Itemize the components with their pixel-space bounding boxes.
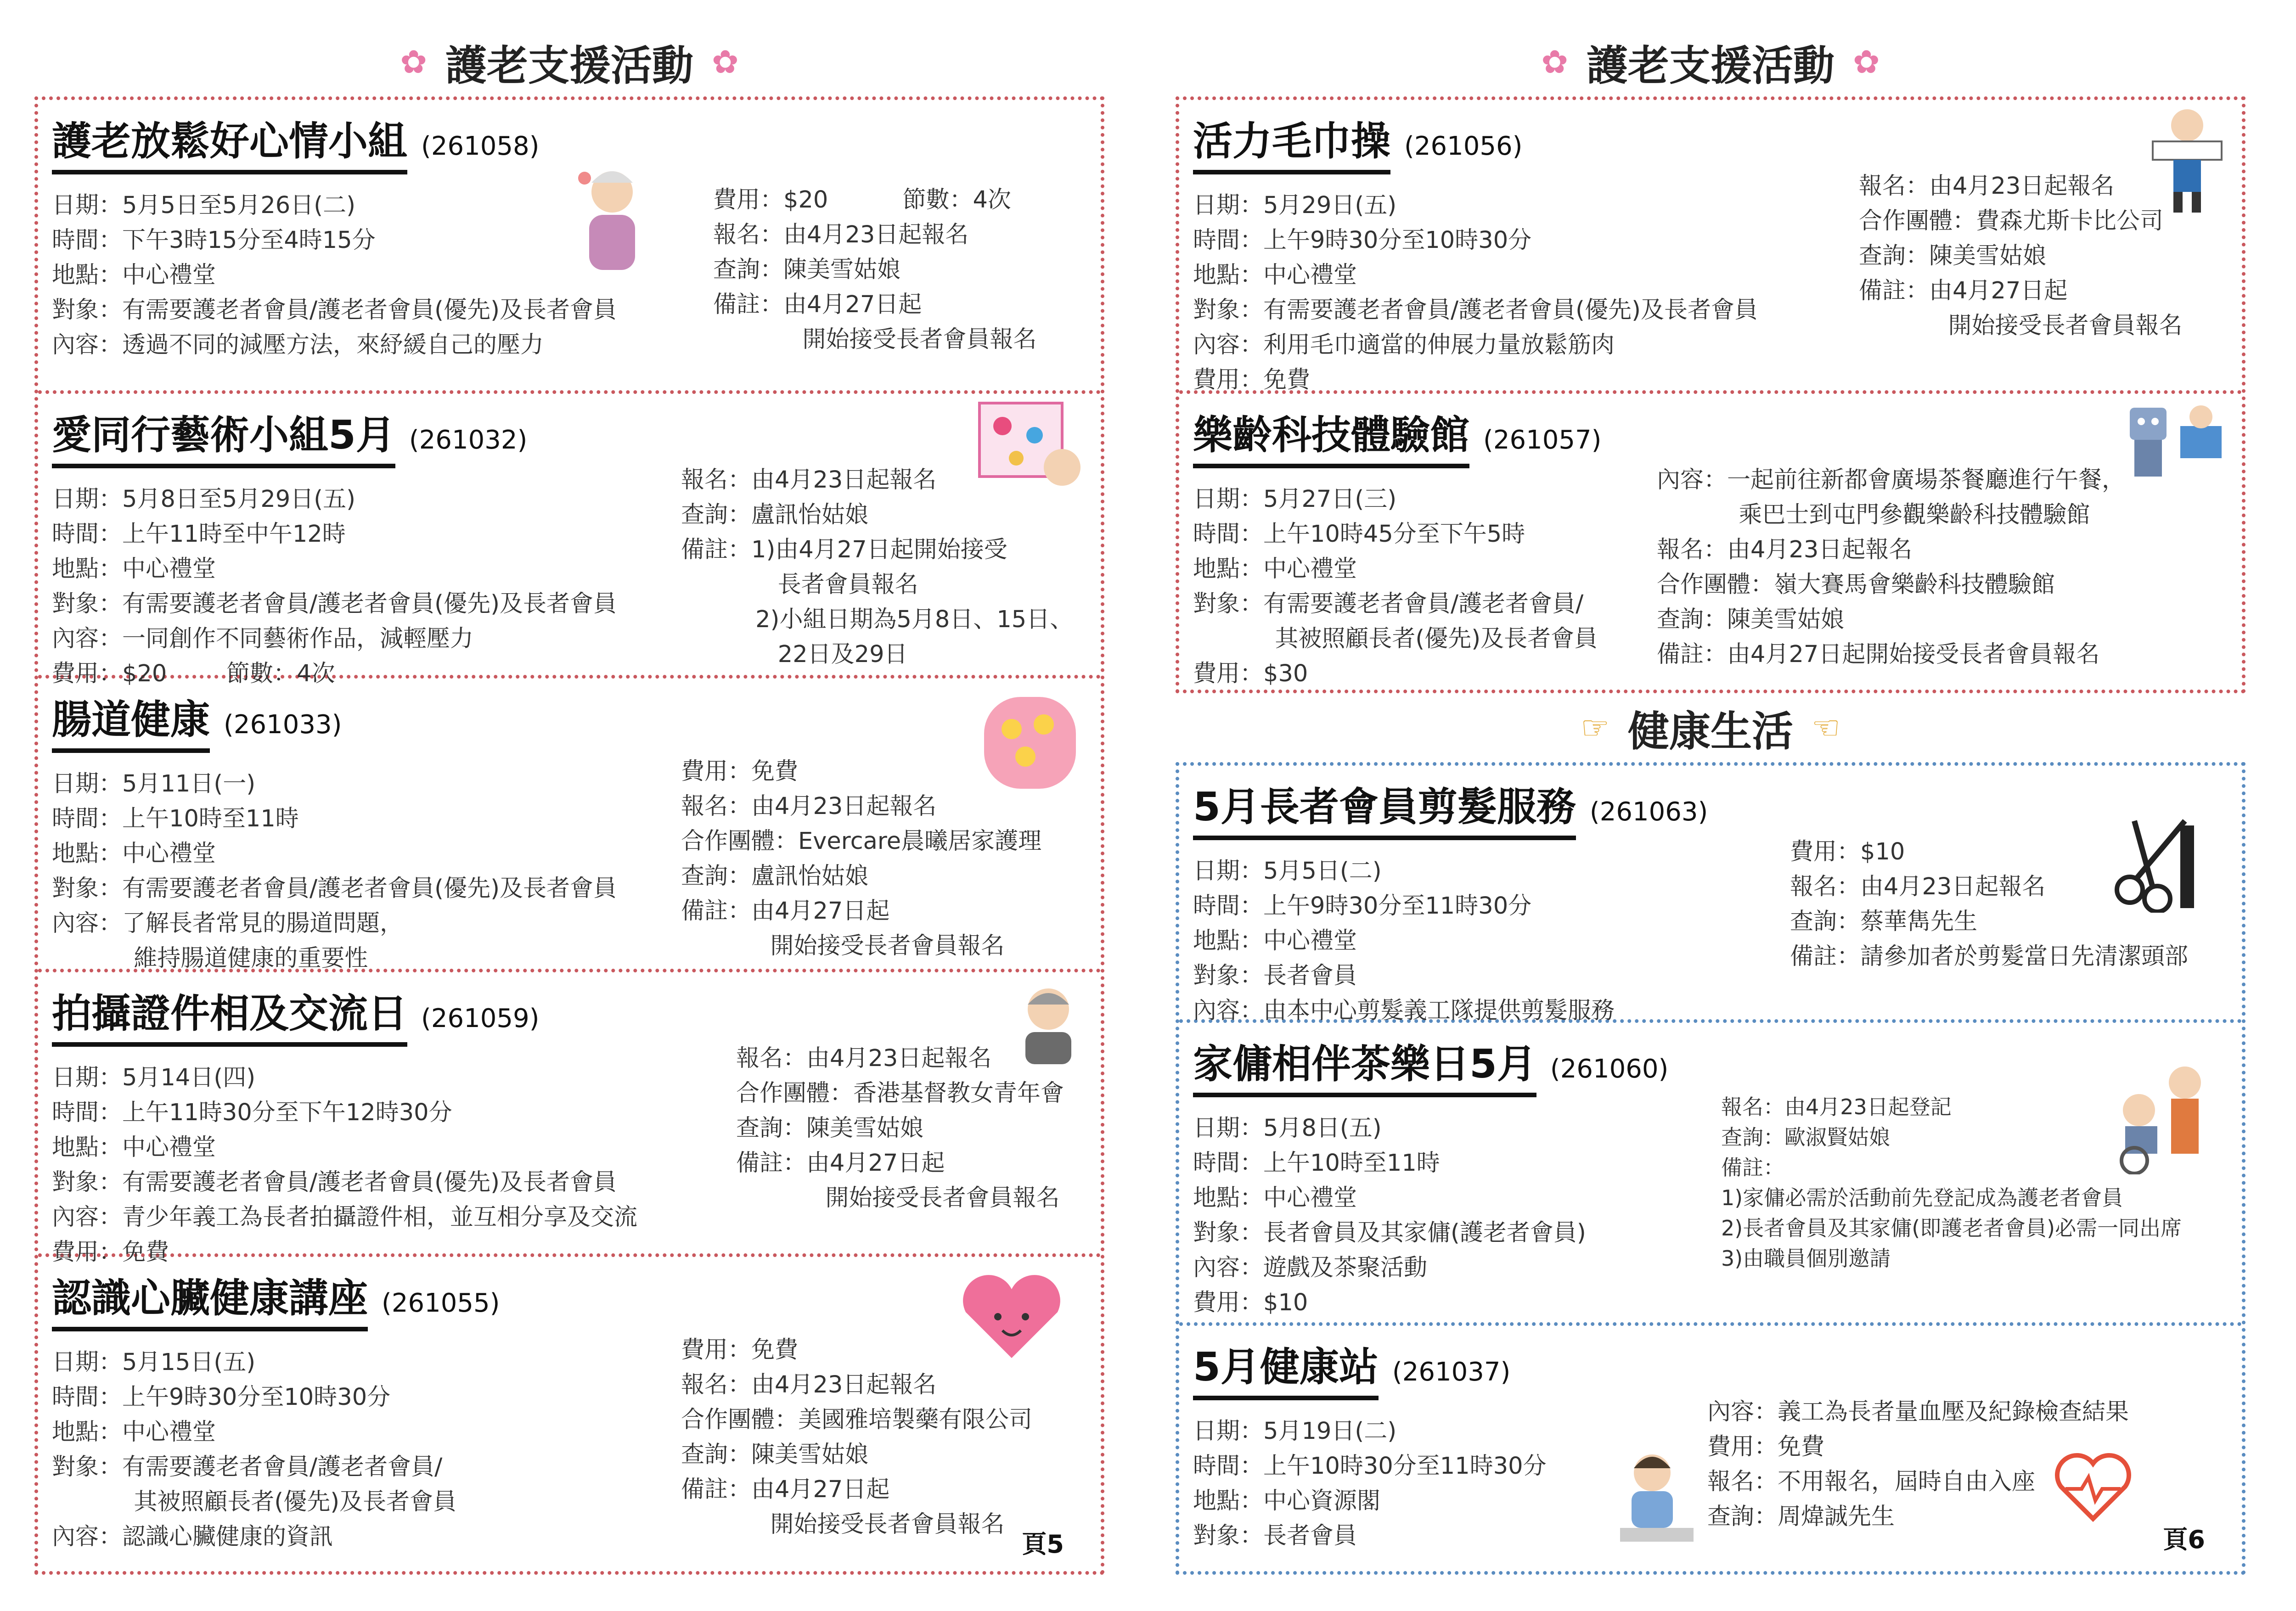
activity-code: (261033) [224, 710, 342, 740]
activity-item [1179, 1326, 2242, 1565]
heart-icon [947, 1266, 1076, 1367]
caregiver-wheelchair-icon [2107, 1060, 2212, 1174]
activity-item [1179, 100, 2242, 394]
activity-code: (261056) [1404, 131, 1523, 161]
pointing-hand-icon: ☜ [1812, 709, 1840, 747]
activity-title: 護老放鬆好心情小組 [52, 109, 407, 174]
activity-code: (261037) [1392, 1357, 1511, 1387]
scissors-comb-icon [2107, 812, 2208, 913]
activity-details-right: 費用：免費 報名：由4月23日起報名 合作團體：美國雅培製藥有限公司 查詢：陳美雪姑娘 備註：由4月27日起 開始接受長者會員報名 [681, 1336, 1033, 1538]
activity-details-left: 日期：5月15日(五) 時間：上午9時30分至10時30分 地點：中心禮堂 對象：有需要護老者會員/護老者會員/ 其被照顧長者(優先)及長者會員 內容：認識心臟健康的資訊 [52, 1349, 457, 1550]
activity-code: (261032) [409, 425, 528, 455]
blood-pressure-check-icon [1611, 1445, 1703, 1546]
activity-title: 認識心臟健康講座 [52, 1266, 368, 1331]
section-header [1176, 693, 2245, 762]
activity-details-right: 報名：由4月23日起報名 查詢：盧訊怡姑娘 備註：1)由4月27日起開始接受 長者會員報名 2)小組日期為5月8日、15日、 22日及29日 [681, 466, 1074, 668]
activity-item [1179, 1023, 2242, 1326]
intestine-icon [975, 688, 1085, 798]
activity-details-left: 日期：5月5日至5月26日(二) 時間：下午3時15分至4時15分 地點：中心禮堂 對象：有需要護老者會員/護老者會員(優先)及長者會員 內容：透過不同的減壓方法，來紓緩自己的壓力 [52, 192, 617, 359]
exercise-person-icon [2148, 105, 2226, 215]
robot-icon [2121, 399, 2226, 481]
activity-title: 拍攝證件相及交流日 [52, 982, 407, 1047]
activity-title: 樂齡科技體驗館 [1193, 403, 1469, 468]
activity-code: (261060) [1550, 1054, 1669, 1084]
activity-details-left: 日期：5月5日(二) 時間：上午9時30分至11時30分 地點：中心禮堂 對象：長者會員 內容：由本中心剪髮義工隊提供剪髮服務 [1193, 858, 1615, 1024]
activity-details-right: 費用：免費 報名：由4月23日起報名 合作團體：Evercare晨曦居家護理 查詢：盧訊怡姑娘 備註：由4月27日起 開始接受長者會員報名 [681, 758, 1042, 960]
activity-title: 腸道健康 [52, 688, 210, 753]
activity-list [1176, 96, 2245, 693]
portrait-photo-icon [1016, 982, 1080, 1064]
activity-code: (261057) [1483, 425, 1602, 455]
activity-details-left: 日期：5月27日(三) 時間：上午10時45分至下午5時 地點：中心禮堂 對象：有需要護老者會員/護老者會員/ 其被照顧長者(優先)及長者會員 費用：$30 [1193, 486, 1598, 687]
activity-item [38, 679, 1101, 972]
page-number: 頁6 [2163, 1525, 2205, 1554]
heartbeat-icon [2052, 1450, 2134, 1523]
activity-list [34, 96, 1104, 1575]
activity-item [1179, 766, 2242, 1023]
activity-code: (261055) [382, 1288, 500, 1318]
page-number: 頁5 [1022, 1530, 1064, 1559]
column-page-6 [1176, 28, 2245, 1575]
activity-title: 5月健康站 [1193, 1335, 1379, 1400]
activity-details-left: 日期：5月14日(四) 時間：上午11時30分至下午12時30分 地點：中心禮堂 對象：有需要護老者會員/護老者會員(優先)及長者會員 內容：青少年義工為長者拍攝證件相，並互相分享及交流 費用：免費 [52, 1064, 638, 1266]
activity-details-left: 日期：5月11日(一) 時間：上午10時至11時 地點：中心禮堂 對象：有需要護老者會員/護老者會員(優先)及長者會員 內容：了解長者常見的腸道問題， 維持腸道健康的重要性 [52, 770, 617, 972]
activity-title: 5月長者會員剪髮服務 [1193, 775, 1576, 840]
section-title: 護老支援活動 [445, 42, 693, 90]
flower-icon: ✿ [712, 43, 739, 81]
flower-icon: ✿ [1541, 43, 1568, 81]
section-title: 健康生活 [1628, 707, 1793, 756]
activity-details-left: 日期：5月29日(五) 時間：上午9時30分至10時30分 地點：中心禮堂 對象：有需要護老者會員/護老者會員(優先)及長者會員 內容：利用毛巾適當的伸展力量放鬆筋肉 費用：免費 [1193, 192, 1758, 393]
activity-item [38, 394, 1101, 687]
activity-details-right: 內容：義工為長者量血壓及紀錄檢查結果 費用：免費 報名：不用報名，屆時自由入座 查詢：周煒誠先生 [1707, 1398, 2129, 1530]
activity-details-left: 日期：5月8日至5月29日(五) 時間：上午11時至中午12時 地點：中心禮堂 對象：有需要護老者會員/護老者會員(優先)及長者會員 內容：一同創作不同藝術作品，減輕壓力 費用：$20 節數：4次 [52, 486, 617, 687]
activity-details-right: 費用：$10 報名：由4月23日起報名 查詢：蔡華雋先生 備註：請參加者於剪髮當日先清潔頭部 [1790, 838, 2189, 970]
activity-code: (261058) [421, 131, 540, 161]
activity-item [38, 1257, 1101, 1569]
activity-item [1179, 394, 2242, 688]
column-page-5 [34, 28, 1104, 1575]
activity-details-right: 費用：$20 節數：4次 報名：由4月23日起報名 查詢：陳美雪姑娘 備註：由4月27日起 開始接受長者會員報名 [713, 186, 1037, 353]
activity-title: 家傭相伴茶樂日5月 [1193, 1032, 1536, 1097]
activity-details-right: 內容：一起前往新都會廣場茶餐廳進行午餐， 乘巴士到屯門參觀樂齡科技體驗館 報名：由4月23日起報名 合作團體：嶺大賽馬會樂齡科技體驗館 查詢：陳美雪姑娘 備註：由4月27日起開始接受長者會員報名 [1657, 466, 2126, 668]
activity-title: 愛同行藝術小組5月 [52, 403, 395, 468]
activity-list [1176, 762, 2245, 1575]
activity-title: 活力毛巾操 [1193, 109, 1390, 174]
activity-code: (261059) [421, 1004, 540, 1033]
section-header [1176, 28, 2245, 96]
elderly-person-icon [566, 164, 658, 284]
activity-details-left: 日期：5月19日(二) 時間：上午10時30分至11時30分 地點：中心資源閣 對象：長者會員 [1193, 1418, 1547, 1549]
activity-details-right: 報名：由4月23日起報名 合作團體：費森尤斯卡比公司 查詢：陳美雪姑娘 備註：由4月27日起 開始接受長者會員報名 [1859, 173, 2183, 339]
flower-icon: ✿ [400, 43, 427, 81]
art-painting-icon [975, 399, 1085, 500]
activity-item [38, 100, 1101, 394]
activity-details-right: 報名：由4月23日起報名 合作團體：香港基督教女青年會 查詢：陳美雪姑娘 備註：由4月27日起 開始接受長者會員報名 [736, 1045, 1064, 1212]
flower-icon: ✿ [1853, 43, 1880, 81]
activity-details-right: 報名：由4月23日起登記 查詢：歐淑賢姑娘 備註： 1)家傭必需於活動前先登記成為護老者會員 2)長者會員及其家傭(即護老者會員)必需一同出席 3)由職員個別邀請 [1721, 1095, 2182, 1271]
section-header [34, 28, 1104, 96]
activity-item [38, 972, 1101, 1266]
section-title: 護老支援活動 [1587, 42, 1835, 90]
activity-code: (261063) [1589, 797, 1708, 827]
activity-details-left: 日期：5月8日(五) 時間：上午10時至11時 地點：中心禮堂 對象：長者會員及其家傭(護老者會員) 內容：遊戲及茶聚活動 費用：$10 [1193, 1115, 1586, 1316]
pointing-hand-icon: ☞ [1581, 709, 1609, 747]
